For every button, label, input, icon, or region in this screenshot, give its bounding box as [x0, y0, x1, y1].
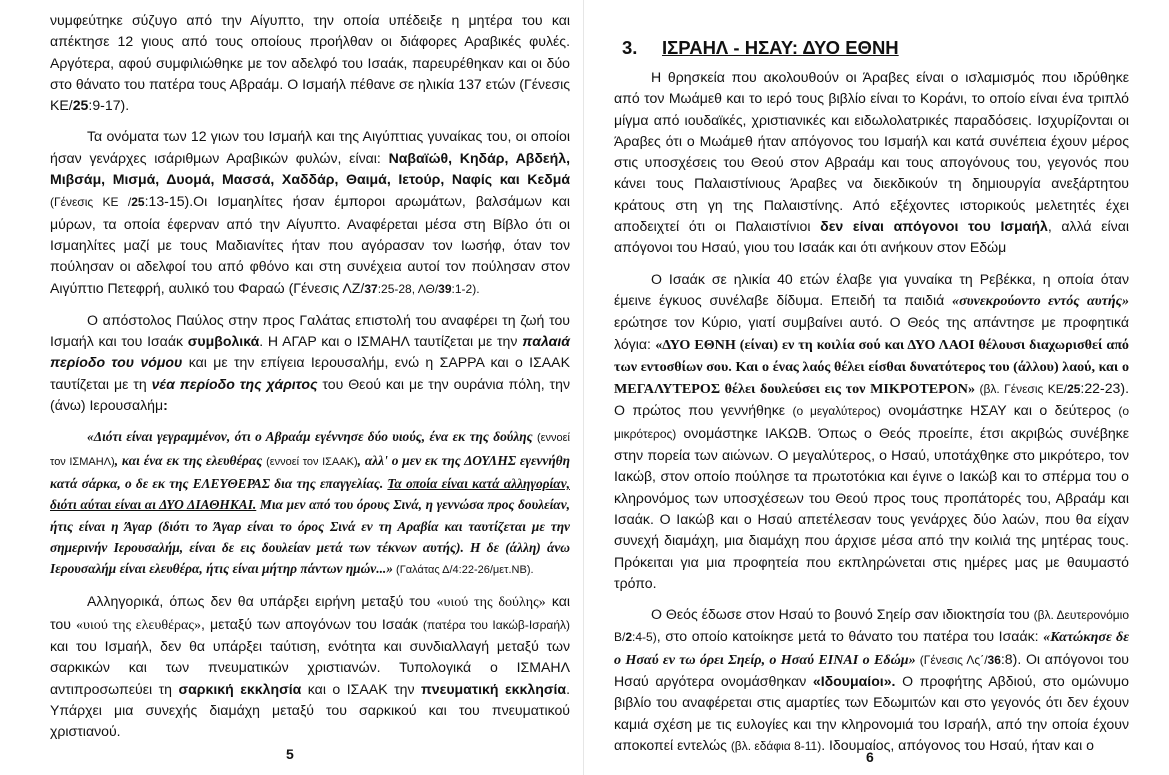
- paragraph: Αλληγορικά, όπως δεν θα υπάρξει ειρήνη μεταξύ του «υιού της δούλης» και του «υιού της ελευθέρας», μεταξύ των απογόνων του Ισαάκ (πατέρα του Ιακώβ-Ισραήλ) και του Ισμαήλ, δεν θα υπάρξει ταύτιση, ενότητα και συνδιαλλαγή μεταξύ των σαρκικών και των πνευματικών χριστιανών. Τυπολογικά ο ΙΣΜΑΗΛ αντιπροσωπεύει τη σαρκική εκκλησία και ο ΙΣΑΑΚ την πνευματική εκκλησία. Υπάρχει μια συνεχής διαμάχη μεταξύ του σαρκικού και του πνευματικού χριστιανού.: [50, 593, 570, 740]
- paragraph: νυμφεύτηκε σύζυγο από την Αίγυπτο, την οποία υπέδειξε η μητέρα του και απέκτησε 12 γιους από τους οποίους προήλθαν οι διάφορες Αραβικές φυλές. Αργότερα, αφού συμφιλιώθηκε με τον αδελφό του Ισαάκ, παρευρέθηκαν και οι δύο στο θάνατο του πατέρα τους Αβραάμ. Ο Ισμαήλ πέθανε σε ηλικία 137 ετών (Γένεσις ΚΕ/25:9-17).: [50, 12, 570, 114]
- paragraph: Η θρησκεία που ακολουθούν οι Άραβες είναι ο ισλαμισμός που ιδρύθηκε από τον Μωάμεθ και το ιερό τους βιβλίο είναι το Κοράνι, το οποίο είναι ένα τριπλό μίγμα από ιουδαϊκές, χριστιανικές και ειδωλολατρικές παραδόσεις. Ισχυρίζονται οι Άραβες ότι ο Μωάμεθ ήταν απόγονος του Ισμαήλ και κατά συνέπεια έχουν μέρος στις υποσχέσεις του Θεού στον Αβραάμ και τους απογόνους του, γεγονός που κάνει τους Παλαιστίνιους Άραβες να διεκδικούν τη δημιουργία ανεξάρτητου κράτους στη γη της Παλαιστίνης. Από εξέχοντες ιστορικούς μελετητές έχει αποδειχτεί ότι οι Παλαιστίνιοι δεν είναι απόγονοι του Ισμαήλ, αλλά είναι απόγονοι του Ησαύ, γιου του Ισαάκ και ότι ανήκουν στον Εδώμ: [614, 69, 1129, 256]
- paragraph: Ο απόστολος Παύλος στην προς Γαλάτας επιστολή του αναφέρει τη ζωή του Ισμαήλ και του Ισαάκ συμβολικά. Η ΑΓΑΡ και ο ΙΣΜΑΗΛ ταυτίζεται με την παλαιά περίοδο του νόμου και με την επίγεια Ιερουσαλήμ, ενώ η ΣΑΡΡΑ και ο ΙΣΑΑΚ ταυτίζεται με τη νέα περίοδο της χάριτος του Θεού και με την ουράνια πόλη, την (άνω) Ιερουσαλήμ:: [50, 311, 570, 414]
- chapter-heading: [614, 36, 1129, 60]
- right-page: [586, 0, 1169, 775]
- page-number: 5: [286, 746, 294, 762]
- paragraph: Ο Θεός έδωσε στον Ησαύ το βουνό Σηείρ σαν ιδιοκτησία του (βλ. Δευτερονόμιο Β/2:4-5), στο οποίο κατοίκησε μετά το θάνατο του πατέρα του Ισαάκ: «Κατώκησε δε ο Ησαύ εν τω όρει Σηείρ, ο Ησαύ ΕΙΝΑΙ ο Εδώμ» (Γένεσις Λς΄/36:8). Οι απόγονοι του Ησαύ αργότερα ονομάσθηκαν «Ιδουμαίοι». Ο προφήτης Αβδιού, στο ομώνυμο βιβλίο του αναφέρεται στις αμαρτίες των Εδωμιτών και στο γεγονός ότι δεν έχουν καμιά σχέση με τις ευλογίες και την κληρονομιά του Ισραήλ, από την οποία έχουν αποκοπεί εντελώς (βλ. εδάφια 8-11). Ιδουμαίος, απόγονος του Ησαύ, ήταν και ο: [614, 606, 1129, 753]
- paragraph: Ο Ισαάκ σε ηλικία 40 ετών έλαβε για γυναίκα τη Ρεβέκκα, η οποία όταν έμεινε έγκυος συνέλαβε δίδυμα. Επειδή τα παιδιά «συνεκρούοντο εντός αυτής» ερώτησε τον Κύριο, γιατί συμβαίνει αυτό. Ο Θεός της απάντησε με προφητικά λόγια: «ΔΥΟ ΕΘΝΗ (είναι) εν τη κοιλία σού και ΔΥΟ ΛΑΟΙ θέλουσι διαχωρισθεί από των εντοσθίων σου. Και ο ένας λαός θέλει είσθαι δυνατότερος του (άλλου) λαού, και ο ΜΕΓΑΛΥΤΕΡΟΣ θέλει δουλεύσει εις τον ΜΙΚΡΟΤΕΡΟΝ» (βλ. Γένεσις ΚΕ/25:22-23). Ο πρώτος που γεννήθηκε (ο μεγαλύτερος) ονομάστηκε ΗΣΑΥ και ο δεύτερος (ο μικρότερος) ονομάστηκε ΙΑΚΩΒ. Όπως ο Θεός προείπε, έτσι ακριβώς συνέβηκε στην πορεία των αιώνων. Ο μεγαλύτερος, ο Ησαύ, υποτάχθηκε στο μικρότερο, τον Ιακώβ, στον οποίο πούλησε τα πρωτοτόκια και έγινε ο Ιακώβ και το σπέρμα του ο κληρονόμος των υποσχέσεων του Θεού προς τους προπάτορές του, Αβραάμ και Ισαάκ. Ο Ιακώβ και ο Ησαύ απετέλεσαν τους γενάρχες δύο λαών, που θα είχαν συνεχή διαμάχη, μια διαμάχη που άρχισε μέσα από την κοιλιά της μητέρας τους. Πρόκειται για μια προφητεία που εκπληρώνεται στις ημέρες μας με θαυμαστό τρόπο.: [614, 270, 1130, 591]
- page-number: 6: [866, 749, 874, 765]
- page-gutter: [583, 0, 584, 775]
- tribe-names: Ναβαϊώθ, Κηδάρ, Αβδεήλ, Μιβσάμ, Μισμά, Δυομά, Μασσά, Χαδδάρ, Θαιμά, Ιετούρ, Ναφίς και Κεδμά: [50, 149, 570, 188]
- scripture-quote: «Διότι είναι γεγραμμένον, ότι ο Αβραάμ εγέννησε δύο υιούς, ένα εκ της δούλης (εννοεί τον ΙΣΜΑΗΛ), και ένα εκ της ελευθέρας (εννοεί τον ΙΣΑΑΚ), αλλ' ο μεν εκ της ΔΟΥΛΗΣ εγεννήθη κατά σάρκα, ο δε εκ της ΕΛΕΥΘΕΡΑΣ δια της επαγγελίας. Τα οποία είναι κατά αλληγορίαν, διότι αύται είναι αι ΔΥΟ ΔΙΑΘΗΚΑΙ. Μια μεν από του όρους Σινά, η γεννώσα προς δουλείαν, ήτις είναι η Άγαρ (διότι το Άγαρ είναι το όρος Σινά εν τη Αραβία και ταυτίζεται με την σημερινήν Ιερουσαλήμ, είναι δε εις δουλείαν μετά των τέκνων αυτής). Η δε (άλλη) άνω Ιερουσαλήμ είναι ελευθέρα, ήτις είναι μήτηρ πάντων ημών...» (Γαλάτας Δ/4:22-26/μετ.ΝΒ).: [50, 429, 570, 577]
- paragraph: Τα ονόματα των 12 γιων του Ισμαήλ και της Αιγύπτιας γυναίκας του, οι οποίοι ήσαν γενάρχες ισάριθμων Αραβικών φυλών, είναι: Ναβαϊώθ, Κηδάρ, Αβδεήλ, Μιβσάμ, Μισμά, Δυομά, Μασσά, Χαδδάρ, Θαιμά, Ιετούρ, Ναφίς και Κεδμά (Γένεσις ΚΕ /25:13-15).Οι Ισμαηλίτες ήσαν έμποροι αρωμάτων, βαλσάμων και μύρων, τα οποία έφερναν από την Αίγυπτο. Αναφέρεται μέσα στη Βίβλο ότι οι Ισμαηλίτες μαζί με τους Μαδιανίτες ήταν που αγόρασαν τον Ιωσήφ, όταν τον πούλησαν οι αδελφοί του από φθόνο και στη συνέχεια αυτοί τον πούλησαν στον Αιγύπτιο Πετεφρή, αυλικό του Φαραώ (Γένεσις ΛΖ/37:25-28, ΛΘ/39:1-2).: [50, 128, 570, 296]
- chapter-number: 3.: [622, 37, 638, 58]
- left-page: [0, 0, 582, 775]
- chapter-title: ΙΣΡΑΗΛ - ΗΣΑΥ: ΔΥΟ ΕΘΝΗ: [662, 37, 899, 58]
